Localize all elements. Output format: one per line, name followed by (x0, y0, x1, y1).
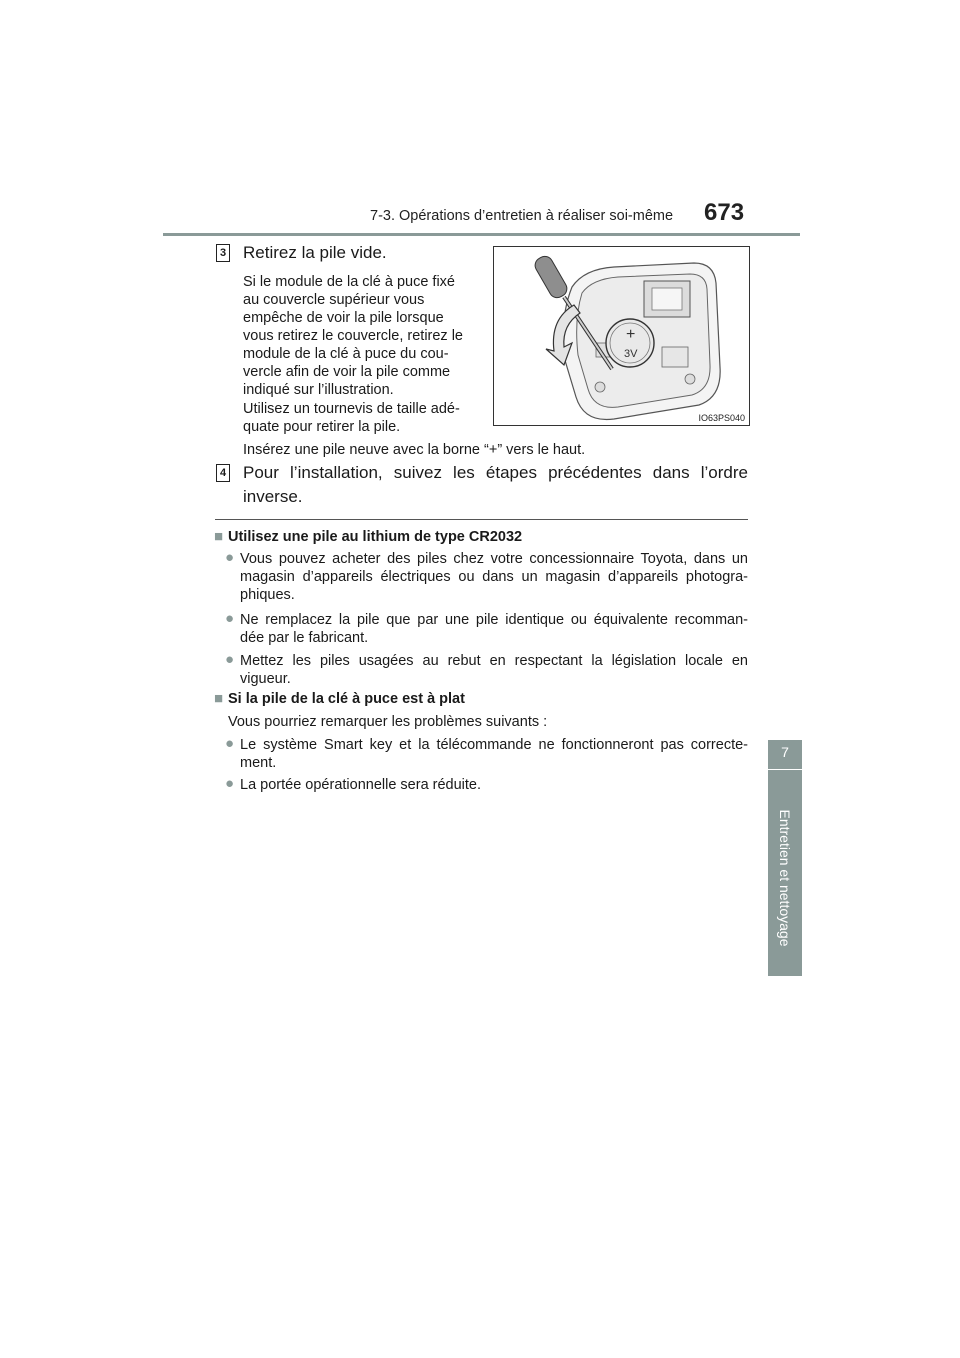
step-3-title: Retirez la pile vide. (243, 243, 387, 262)
bullet-dot-icon: ● (225, 775, 235, 792)
key-fob-illustration (494, 247, 750, 426)
step-3-badge: 3 (216, 244, 230, 262)
note-bullet-smart-key: Le système Smart key et la télécommande ne fonctionneront pas correcte- ment. (240, 737, 748, 771)
step-4-badge: 4 (216, 464, 230, 482)
step-3-paragraph-1: Si le module de la clé à puce fixé au couvercle supérieur vous empêche de voir la pile lorsque vous retirez le couvercle, retirez le module de la clé à puce du cou- vercle afin de voir la pile comme indiqué sur l’illustration. (243, 274, 463, 398)
battery-removal-illustration (493, 246, 750, 426)
header-rule (163, 233, 800, 236)
note-bullet-dispose: Mettez les piles usagées au rebut en respectant la législation locale en vigueur. (240, 653, 748, 687)
note-heading-battery-flat: Si la pile de la clé à puce est à plat (228, 691, 465, 707)
battery-voltage-mark: 3V (624, 348, 638, 360)
note-bullet-range: La portée opérationnelle sera réduite. (240, 777, 482, 793)
step-4-title-line-1: Pour l’installation, suivez les étapes précédentes dans l’ordre (243, 463, 748, 482)
page-number: 673 (704, 199, 745, 226)
bullet-dot-icon: ● (225, 610, 235, 627)
note-heading-battery-type: Utilisez une pile au lithium de type CR2032 (228, 529, 523, 545)
note-bullet-replace-identical: Ne remplacez la pile que par une pile identique ou équivalente recomman- dée par le fabricant. (240, 612, 748, 646)
figure-code: IO63PS040 (698, 413, 745, 423)
note-bullet-buy-battery: Vous pouvez acheter des piles chez votre concessionnaire Toyota, dans un magasin d’appareils électriques ou dans un magasin d’appareils photogra- phiques. (240, 551, 748, 603)
running-header-section: 7-3. Opérations d’entretien à réaliser soi-même (370, 208, 674, 224)
step-3-paragraph-3: Insérez une pile neuve avec la borne “+” vers le haut. (243, 442, 586, 458)
step-3-paragraph-2: Utilisez un tournevis de taille adé- quate pour retirer la pile. (243, 401, 460, 435)
step-4-title-line-2: inverse. (243, 487, 303, 506)
bullet-dot-icon: ● (225, 651, 235, 668)
note-intro-problems: Vous pourriez remarquer les problèmes suivants : (228, 714, 548, 730)
battery-plus-mark: + (626, 326, 636, 343)
chapter-number: 7 (781, 744, 789, 760)
chapter-label: Entretien et nettoyage (777, 809, 793, 947)
bullet-dot-icon: ● (225, 735, 235, 752)
square-bullet-icon: ■ (214, 690, 224, 707)
chapter-tab-divider (768, 769, 802, 770)
section-divider (215, 519, 748, 520)
square-bullet-icon: ■ (214, 528, 224, 545)
bullet-dot-icon: ● (225, 549, 235, 566)
